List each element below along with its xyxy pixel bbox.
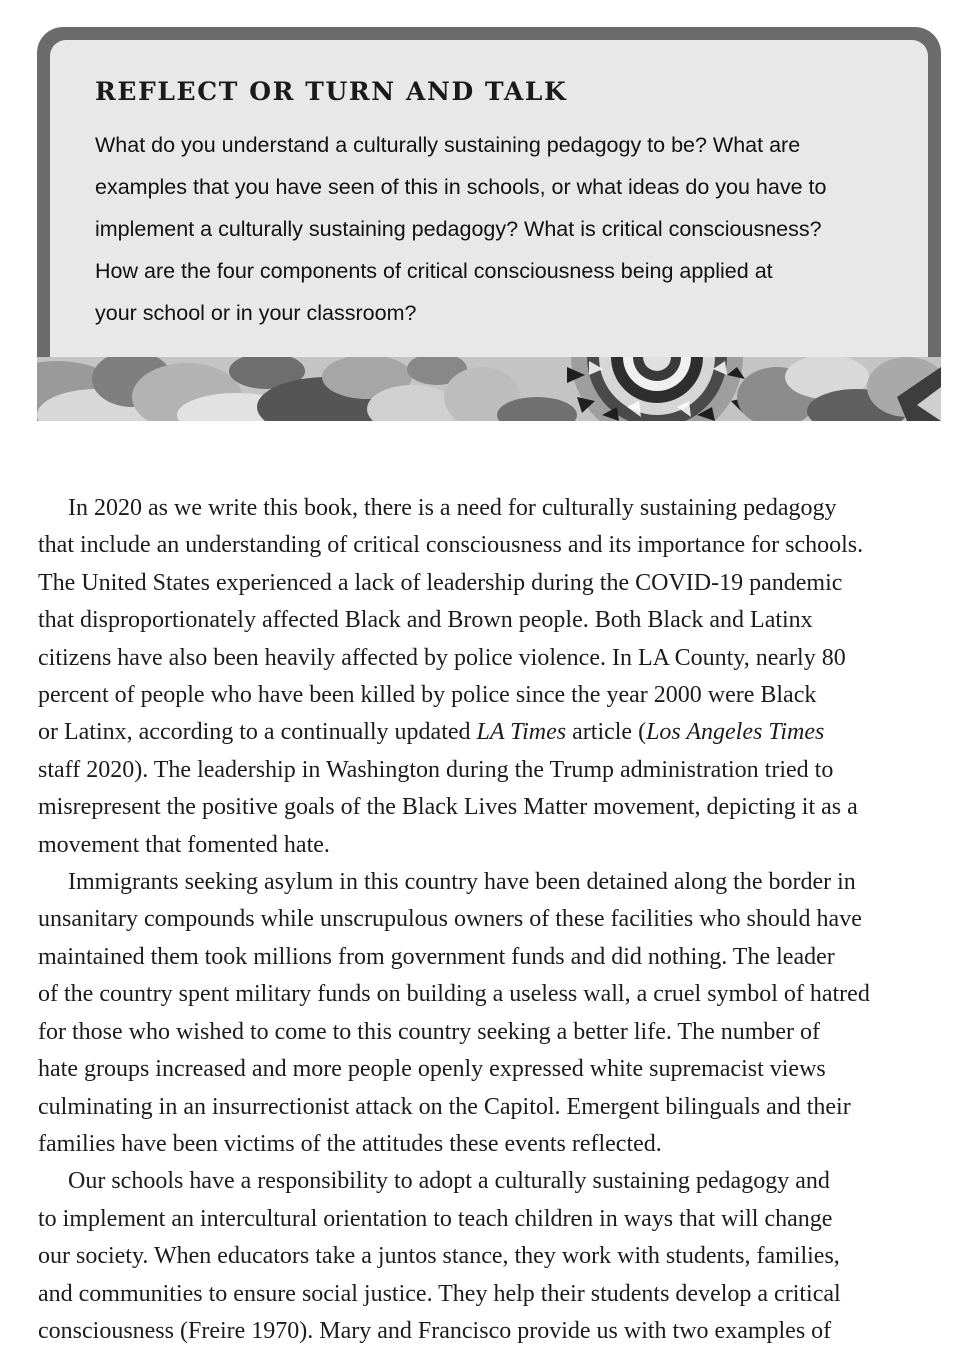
paragraph-line: hate groups increased and more people openly expressed white supremacist views — [38, 1056, 826, 1083]
paragraph-line-with-citation — [38, 714, 942, 751]
paragraph-line: Immigrants seeking asylum in this country have been detained along the border in — [68, 869, 856, 896]
callout-line: How are the four components of critical consciousness being applied at — [95, 259, 773, 283]
callout-question-text — [95, 124, 915, 334]
paragraph-line: staff 2020). The leadership in Washington during the Trump administration tried to — [38, 756, 834, 783]
paragraph-line: our society. When educators take a juntos stance, they work with students, families, — [38, 1243, 840, 1270]
paragraph-line: movement that fomented hate. — [38, 831, 330, 858]
paragraph-line: of the country spent military funds on building a useless wall, a cruel symbol of hatred — [38, 981, 870, 1008]
paragraph-line: The United States experienced a lack of leadership during the COVID-19 pandemic — [38, 569, 843, 596]
main-body-text — [38, 490, 942, 1350]
paragraph-line: families have been victims of the attitudes these events reflected. — [38, 1130, 662, 1157]
paragraph-line: consciousness (Freire 1970). Mary and Francisco provide us with two examples of — [38, 1317, 832, 1344]
la-times-title: LA Times — [476, 719, 567, 746]
paragraph-line: citizens have also been heavily affected by police violence. In LA County, nearly 80 — [38, 644, 846, 671]
los-angeles-times-title: Los Angeles Times — [646, 719, 825, 746]
paragraph-line: and communities to ensure social justice. They help their students develop a critical — [38, 1280, 841, 1307]
callout-line: examples that you have seen of this in schools, or what ideas do you have to — [95, 175, 827, 199]
pattern-graphic — [37, 357, 941, 421]
callout-title: REFLECT OR TURN AND TALK — [95, 77, 568, 106]
callout-line: implement a culturally sustaining pedagogy? What is critical consciousness? — [95, 217, 822, 241]
paragraph-line: misrepresent the positive goals of the Black Lives Matter movement, depicting it as a — [38, 794, 858, 821]
citation-pre-text: or Latinx, according to a continually updated — [38, 719, 477, 746]
paragraph-line: that include an understanding of critical consciousness and its importance for schools. — [38, 532, 864, 559]
paragraph-line: that disproportionately affected Black and Brown people. Both Black and Latinx — [38, 607, 813, 634]
paragraph-line: percent of people who have been killed by police since the year 2000 were Black — [38, 682, 817, 709]
paragraph-line: for those who wished to come to this country seeking a better life. The number of — [38, 1018, 821, 1045]
paragraph-line: unsanitary compounds while unscrupulous owners of these facilities who should have — [38, 906, 862, 933]
paragraph-line: to implement an intercultural orientation to teach children in ways that will change — [38, 1205, 833, 1232]
citation-mid-text: article ( — [566, 719, 647, 746]
callout-line: your school or in your classroom? — [95, 301, 417, 325]
paragraph-line: maintained them took millions from government funds and did nothing. The leader — [38, 943, 835, 970]
reflect-callout-box — [37, 27, 941, 421]
decorative-pattern-band — [37, 357, 941, 421]
paragraph-line: culminating in an insurrectionist attack on the Capitol. Emergent bilinguals and their — [38, 1093, 851, 1120]
paragraph-line: Our schools have a responsibility to adopt a culturally sustaining pedagogy and — [68, 1168, 830, 1195]
paragraph-line: In 2020 as we write this book, there is a need for culturally sustaining pedagogy — [68, 495, 837, 521]
callout-line: What do you understand a culturally sustaining pedagogy to be? What are — [95, 133, 801, 157]
